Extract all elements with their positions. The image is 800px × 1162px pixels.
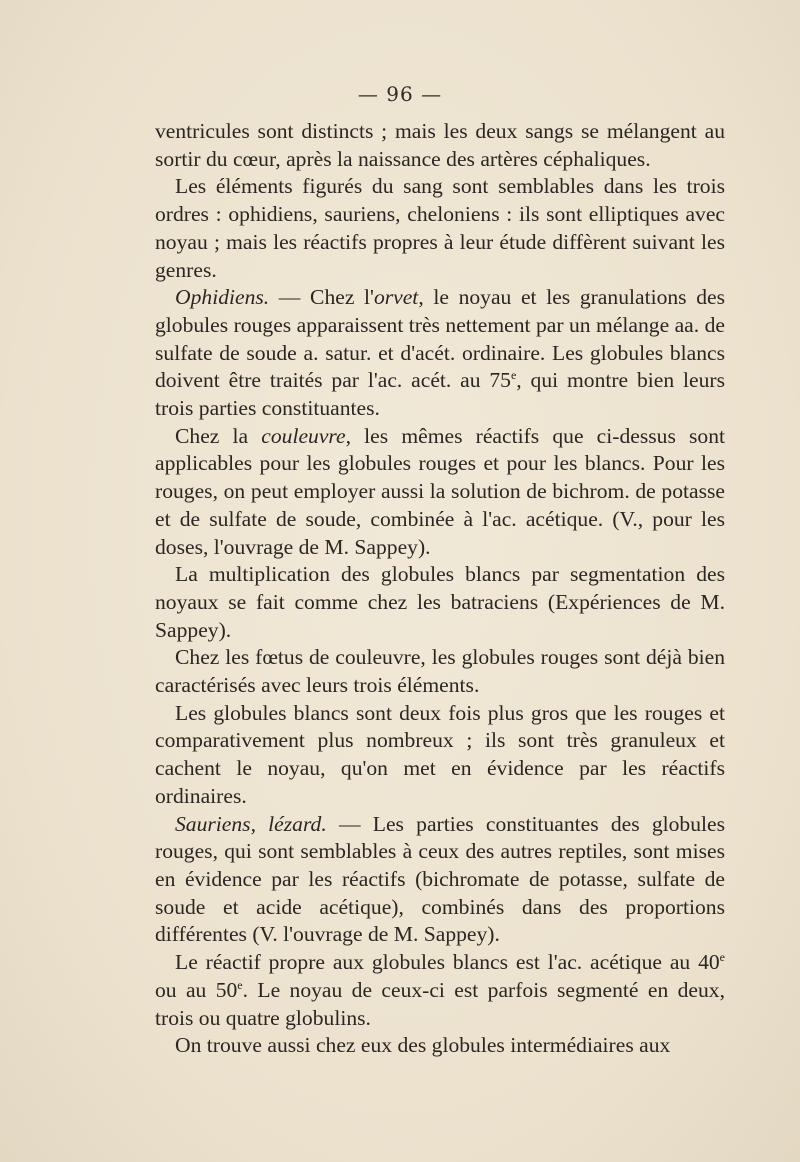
paragraph-couleuvre: Chez la couleuvre, les mêmes réactifs que ci-dessus sont applicables pour les globules rouges et pour les blancs. Pour les rouges, on peut employer aussi la solution de bichrom. de potasse et de sulfate de soude, combinée à l'ac. acétique. (V., pour les doses, l'ouvrage de M. Sappey). <box>155 423 725 559</box>
paragraph-globules-blancs: Les globules blancs sont deux fois plus gros que les rouges et comparativement plus nombreux ; ils sont très granuleux et cachent le noyau, qu'on met en évidence par les réactifs ordinaires. <box>155 700 725 808</box>
paragraph-1: ventricules sont distincts ; mais les deux sangs se mélangent au sortir du cœur, après la naissance des artères céphaliques. <box>155 119 725 171</box>
paragraph-sauriens: Sauriens, lézard. — Les parties constituantes des globules rouges, qui sont semblables à ceux des autres reptiles, sont mises en évidence par les réactifs (bichromate de potasse, sulfate de soude et acide acétique), combinés dans des proportions différentes (V. l'ouvrage de M. Sappey). <box>155 811 725 947</box>
italic-term-orvet: orvet <box>373 285 419 310</box>
paragraph-2: Les éléments figurés du sang sont semblables dans les trois ordres : ophidiens, sauriens, cheloniens : ils sont elliptiques avec noyau ; mais les réactifs propres à leur étude diffèrent suivant les genres. <box>155 174 725 282</box>
paragraph-intermediaires: On trouve aussi chez eux des globules intermédiaires aux <box>175 1033 671 1058</box>
body-text <box>155 118 725 1060</box>
page-number: — 96 — <box>357 82 443 106</box>
section-heading-sauriens: Sauriens, lézard. <box>175 811 327 836</box>
paragraph-multiplication: La multiplication des globules blancs par segmentation des noyaux se fait comme chez les batraciens (Expériences de M. Sappey). <box>155 562 725 642</box>
italic-term-couleuvre: couleuvre <box>261 423 346 448</box>
paragraph-ophidiens: Ophidiens. — Chez l'orvet, le noyau et les granulations des globules rouges apparaissent très nettement par un mélange aa. de sulfate de soude a. satur. et d'acét. ordinaire. Les globules blancs doivent être traités par l'ac. acét. au 75e, qui montre bien leurs trois parties constituantes. <box>155 285 725 421</box>
paragraph-reactif: Le réactif propre aux globules blancs est l'ac. acétique au 40e ou au 50e. Le noyau de ceux-ci est parfois segmenté en deux, trois ou quatre globulins. <box>155 950 725 1030</box>
section-heading-ophidiens: Ophidiens. <box>175 285 270 310</box>
paragraph-foetus: Chez les fœtus de couleuvre, les globules rouges sont déjà bien caractérisés avec leurs trois éléments. <box>155 645 725 698</box>
